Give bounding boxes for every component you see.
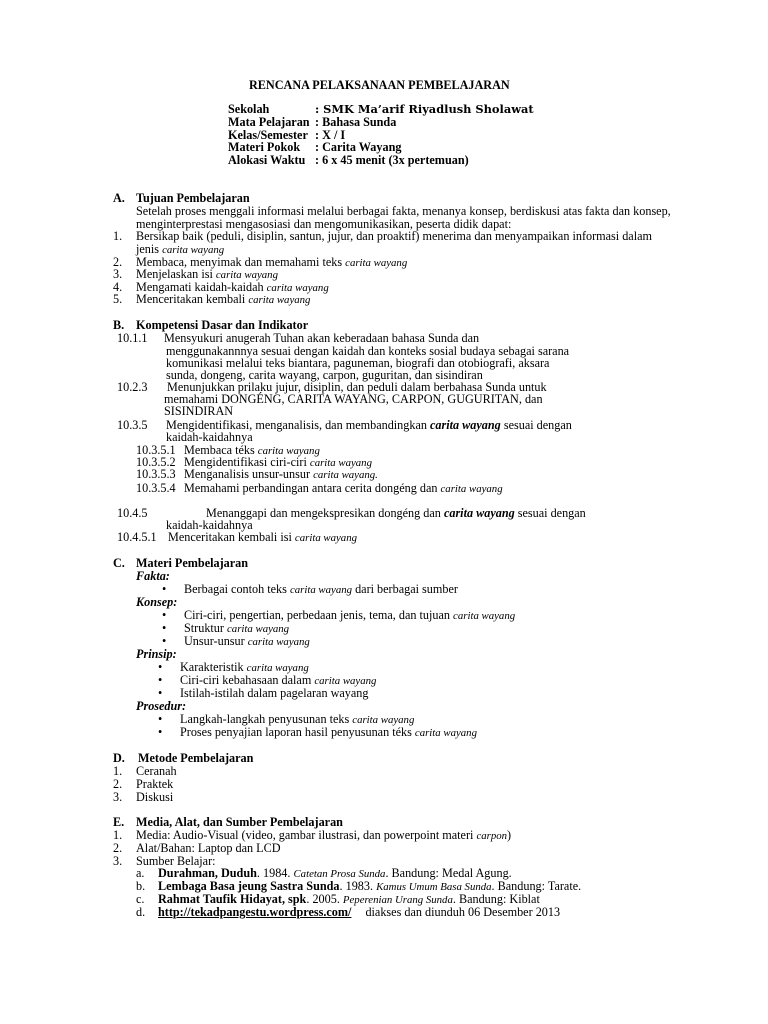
- meta-value: : Bahasa Sunda: [315, 115, 397, 129]
- italic-term: carita wayang: [215, 269, 278, 281]
- list-number: 1.: [113, 764, 123, 778]
- italic-term: carita wayang: [345, 257, 408, 269]
- text: sesuai dengan: [514, 506, 586, 520]
- list-item: Bersikap baik (peduli, disiplin, santun, jujur, dan proaktif) menerima dan menyampaikan informasi dalam: [136, 229, 652, 243]
- text: sesuai dengan: [500, 418, 572, 432]
- list-item: Sumber Belajar:: [136, 854, 216, 868]
- source-letter: c.: [136, 892, 145, 906]
- list-number: 3.: [113, 267, 123, 281]
- italic-term: carita wayang: [414, 727, 477, 739]
- text: Ciri-ciri kebahasaan dalam: [180, 673, 315, 687]
- indicator-number: 10.3.5.2: [136, 455, 176, 469]
- kd-line: memahami DONGÉNG, CARITA WAYANG, CARPON, GUGURITAN, dan: [164, 392, 543, 406]
- subheading-konsep: Konsep:: [136, 595, 178, 609]
- italic-term: carita wayang: [453, 610, 516, 622]
- section-heading: Kompetensi Dasar dan Indikator: [136, 318, 309, 332]
- paragraph-line: menginterprestasi mengasosiasi dan mengomunikasikan, peserta didik dapat:: [136, 217, 512, 231]
- bold-italic-term: carita wayang: [430, 418, 501, 432]
- text: Menceritakan kembali: [136, 292, 249, 306]
- bullet-item: [162, 583, 458, 597]
- text: . 1983.: [339, 879, 377, 893]
- italic-term: carita wayang.: [313, 469, 378, 481]
- meta-label: Alokasi Waktu: [228, 153, 306, 167]
- subheading-prinsip: Prinsip:: [136, 647, 177, 661]
- kd-line: SISINDIRAN: [164, 404, 234, 418]
- kd-number: 10.3.5: [117, 418, 148, 432]
- list-number: 4.: [113, 280, 123, 294]
- italic-term: carita wayang: [309, 457, 372, 469]
- italic-term: carita wayang: [294, 532, 357, 544]
- bullet-icon: •: [158, 686, 163, 700]
- list-number: 1.: [113, 828, 123, 842]
- italic-term: carita wayang: [314, 675, 377, 687]
- meta-value: : SMK Ma’arif Riyadlush Sholawat: [315, 102, 534, 116]
- bullet-item: [162, 635, 310, 649]
- list-number: 2.: [113, 255, 123, 269]
- list-item: Alat/Bahan: Laptop dan LCD: [136, 841, 281, 855]
- meta-label: Mata Pelajaran: [228, 115, 310, 129]
- paragraph-line: Setelah proses menggali informasi melalui berbagai fakta, menanya konsep, berdiskusi atas fakta dan konsep,: [136, 204, 671, 218]
- text: Struktur: [184, 621, 227, 635]
- text: Memahami perbandingan antara cerita dongéng dan: [184, 481, 441, 495]
- indicator-number: 10.3.5.4: [136, 481, 176, 495]
- italic-term: carita wayang: [440, 483, 503, 495]
- text: Berbagai contoh teks: [184, 582, 290, 596]
- list-item: Diskusi: [136, 790, 174, 804]
- text: Langkah-langkah penyusunan teks: [180, 712, 353, 726]
- text: Mengidentifikasi, menganalisis, dan membandingkan: [166, 418, 431, 432]
- subheading-prosedur: Prosedur:: [136, 699, 187, 713]
- italic-term: carita wayang: [247, 636, 310, 648]
- text: Proses penyajian laporan hasil penyusunan téks: [180, 725, 415, 739]
- kd-line: menggunakannnya sesuai dengan kaidah dan konteks sosial budaya sebagai sarana: [166, 344, 570, 358]
- list-number: 3.: [113, 854, 123, 868]
- section-letter: A.: [113, 191, 125, 205]
- indicator-number: 10.3.5.1: [136, 443, 176, 457]
- kd-line: kaidah-kaidahnya: [166, 518, 253, 532]
- bullet-icon: •: [158, 660, 163, 674]
- bullet-icon: •: [158, 725, 163, 739]
- italic-term: carita wayang: [248, 294, 311, 306]
- subheading-fakta: Fakta:: [136, 569, 170, 583]
- source-link[interactable]: http://tekadpangestu.wordpress.com/: [158, 905, 352, 919]
- source-author: Lembaga Basa jeung Sastra Sunda: [158, 879, 340, 893]
- kd-line: kaidah-kaidahnya: [166, 430, 253, 444]
- kd-number: 10.2.3: [117, 380, 148, 394]
- text: Karakteristik: [180, 660, 247, 674]
- source-letter: d.: [136, 905, 146, 919]
- source-book-title: Kamus Umum Basa Sunda: [376, 881, 492, 893]
- kd-line: [206, 507, 586, 520]
- section-letter: B.: [113, 318, 125, 332]
- list-number: 3.: [113, 790, 123, 804]
- italic-term: carita wayang: [162, 244, 225, 256]
- kd-line: Mensyukuri anugerah Tuhan akan keberadaan bahasa Sunda dan: [164, 331, 480, 345]
- text: ): [507, 828, 512, 842]
- italic-term: carita wayang: [246, 662, 309, 674]
- text: . 2005.: [306, 892, 343, 906]
- text: jenis: [136, 242, 163, 256]
- meta-value: : X / I: [315, 128, 346, 142]
- meta-value: : Carita Wayang: [315, 140, 402, 154]
- indicator-item: [168, 531, 357, 545]
- bullet-icon: •: [162, 621, 167, 635]
- indicator-item: [184, 482, 503, 496]
- italic-term: carita wayang: [257, 445, 320, 457]
- text: Ciri-ciri, pengertian, perbedaan jenis, tema, dan tujuan: [184, 608, 454, 622]
- kd-line: Menunjukkan prilaku jujur, disiplin, dan peduli dalam berbahasa Sunda untuk: [167, 380, 547, 394]
- text: Istilah-istilah dalam pagelaran wayang: [180, 686, 369, 700]
- source-letter: b.: [136, 879, 146, 893]
- list-number: 2.: [113, 777, 123, 791]
- list-item: Ceranah: [136, 764, 177, 778]
- indicator-number: 10.4.5.1: [117, 530, 157, 544]
- meta-label: Kelas/Semester: [228, 128, 308, 142]
- section-heading: Tujuan Pembelajaran: [136, 191, 250, 205]
- text: . Bandung: Kiblat: [452, 892, 540, 906]
- kd-number: 10.4.5: [117, 506, 148, 520]
- list-number: 2.: [113, 841, 123, 855]
- italic-term: carita wayang: [266, 282, 329, 294]
- kd-number: 10.1.1: [117, 331, 148, 345]
- source-author: Durahman, Duduh: [158, 866, 257, 880]
- meta-value: : 6 x 45 menit (3x pertemuan): [315, 153, 469, 167]
- source-author: Rahmat Taufik Hidayat, spk: [158, 892, 307, 906]
- bullet-icon: •: [162, 634, 167, 648]
- document-title: RENCANA PELAKSANAAN PEMBELAJARAN: [249, 78, 510, 92]
- section-heading: Media, Alat, dan Sumber Pembelajaran: [136, 815, 343, 829]
- bullet-icon: •: [162, 608, 167, 622]
- text: . Bandung: Tarate.: [491, 879, 582, 893]
- italic-term: carpon: [476, 830, 508, 842]
- list-item: Praktek: [136, 777, 174, 791]
- meta-label: Sekolah: [228, 102, 270, 116]
- section-letter: E.: [113, 815, 125, 829]
- source-book-title: Peperenian Urang Sunda: [342, 894, 453, 906]
- text: . Bandung: Medal Agung.: [385, 866, 512, 880]
- kd-line: komunikasi melalui teks biantara, paguneman, biografi dan otobiografi, aksara: [166, 356, 550, 370]
- text: Media: Audio-Visual (video, gambar ilustrasi, dan powerpoint materi: [136, 828, 477, 842]
- italic-term: carita wayang: [289, 584, 353, 596]
- text: Mengidentifikasi ciri-ciri: [184, 455, 310, 469]
- text: Mengamati kaidah-kaidah: [136, 280, 267, 294]
- bullet-icon: •: [162, 582, 167, 596]
- list-item: [136, 293, 310, 307]
- text: dari berbagai sumber: [352, 582, 458, 596]
- meta-label: Materi Pokok: [228, 140, 301, 154]
- source-letter: a.: [136, 866, 145, 880]
- section-letter: C.: [113, 556, 125, 570]
- text: Menganalisis unsur-unsur: [184, 467, 314, 481]
- italic-term: carita wayang: [352, 714, 415, 726]
- bold-italic-term: carita wayang: [443, 506, 515, 520]
- bullet-item: [158, 687, 369, 701]
- text: . 1984.: [256, 866, 294, 880]
- text: Unsur-unsur: [184, 634, 248, 648]
- source-item: [158, 906, 560, 919]
- section-letter: D.: [113, 751, 125, 765]
- section-heading: Metode Pembelajaran: [138, 751, 254, 765]
- bullet-item: [158, 726, 477, 740]
- text: Membaca téks: [184, 443, 258, 457]
- text: Menanggapi dan mengekspresikan dongéng dan: [206, 506, 444, 520]
- section-heading: Materi Pembelajaran: [136, 556, 249, 570]
- text: Membaca, menyimak dan memahami teks: [136, 255, 346, 269]
- list-number: 5.: [113, 292, 123, 306]
- bullet-icon: •: [158, 712, 163, 726]
- list-number: 1.: [113, 229, 123, 243]
- italic-term: carita wayang: [227, 623, 290, 635]
- text: Menjelaskan isi: [136, 267, 216, 281]
- indicator-number: 10.3.5.3: [136, 467, 176, 481]
- text: diakses dan diunduh 06 Desember 2013: [365, 905, 561, 919]
- source-book-title: Catetan Prosa Sunda: [293, 868, 386, 880]
- bullet-icon: •: [158, 673, 163, 687]
- text: Menceritakan kembali isi: [168, 530, 295, 544]
- kd-line: sunda, dongeng, carita wayang, carpon, guguritan, dan sisindiran: [166, 368, 483, 382]
